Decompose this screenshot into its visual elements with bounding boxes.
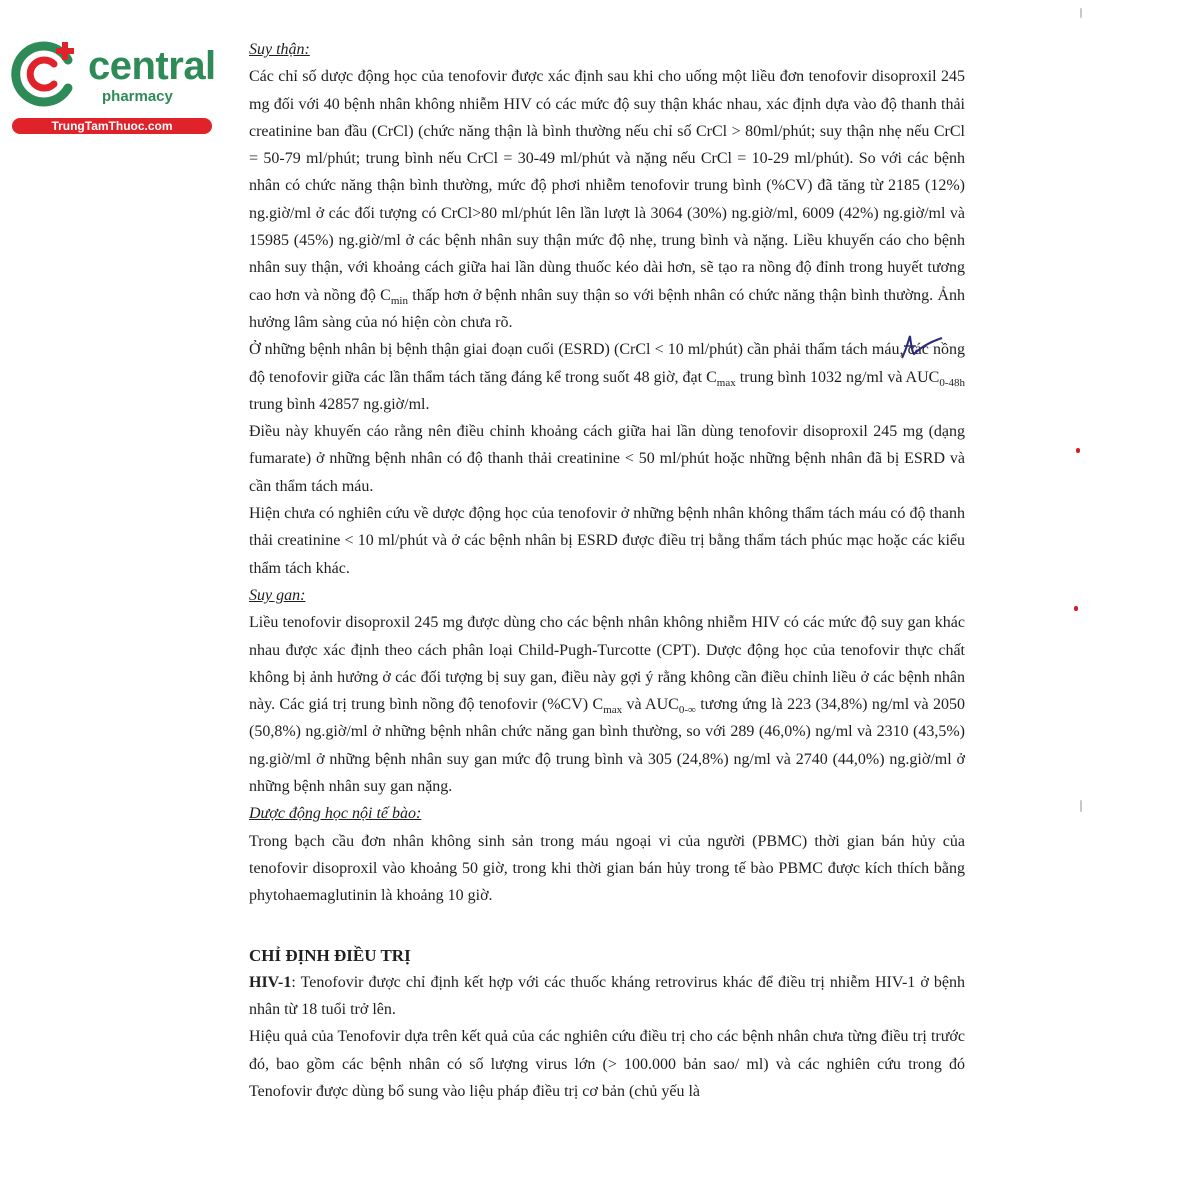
text-run: Ở những bệnh nhân bị bệnh thận giai đoạn cuối (ESRD) (CrCl < 10 ml/phút) cần phải thẩm tách máu, các nồng độ tenofovir giữa các lần thẩm tách tăng đáng kể trong suốt 48 giờ, đạt C [249, 341, 965, 386]
brand-name: central [88, 44, 216, 88]
scan-mark [1074, 606, 1078, 611]
text-run: trung bình 1032 ng/ml và AUC [735, 368, 940, 386]
section-title-chi-dinh: CHỈ ĐỊNH ĐIỀU TRỊ [249, 945, 411, 965]
text-run: và AUC [622, 696, 679, 714]
text-run: : Tenofovir được chỉ định kết hợp với các thuốc kháng retrovirus khác để điều trị nhiễm HIV-1 ở bệnh nhân từ 18 tuổi trở lên. [249, 973, 965, 1019]
text-run: Liều tenofovir disoproxil 245 mg được dùng cho các bệnh nhân không nhiễm HIV có các mức độ suy gan khác nhau được xác định theo cách phân loại Child-Pugh-Turcotte (CPT). Dược động học của tenofovir thực chất không bị ảnh hưởng ở các đối tượng bị suy gan, điều này gợi ý rằng không cần điều chỉnh liều ở các bệnh nhân này. Các giá trị trung bình nồng độ tenofovir (%CV) C [249, 614, 965, 714]
text-run: Các chỉ số dược động học của tenofovir được xác định sau khi cho uống một liều đơn tenofovir disoproxil 245 mg đối với 40 bệnh nhân không nhiễm HIV có các mức độ suy thận khác nhau, xác định dựa vào độ thanh thải creatinine ban đầu (CrCl) (chức năng thận là bình thường nếu chỉ số CrCl > 80ml/phút; suy thận nhẹ nếu CrCl = 50-79 ml/phút; trung bình nếu CrCl = 30-49 ml/phút và nặng nếu CrCl = 10-29 ml/phút). So với các bệnh nhân có chức năng thận bình thường, mức độ phơi nhiễm tenofovir trung bình (%CV) đã tăng từ 2185 (12%) ng.giờ/ml ở các đối tượng có CrCl>80 ml/phút lên lần lượt là 3064 (30%) ng.giờ/ml, 6009 (42%) ng.giờ/ml và 15985 (45%) ng.giờ/ml ở các bệnh nhân suy thận mức độ nhẹ, trung bình và nặng. Liều khuyến cáo cho bệnh nhân suy thận, với khoảng cách giữa hai lần dùng thuốc kéo dài hơn, sẽ tạo ra nồng độ đỉnh trong huyết tương cao hơn và nồng độ C [249, 68, 965, 304]
signature-mark [898, 332, 946, 362]
subscript: 0-∞ [678, 704, 696, 717]
subscript: min [390, 294, 408, 307]
section-heading-noi-te-bao: Dược động học nội tế bào: [249, 805, 422, 823]
section-heading-suy-than: Suy thận: [249, 41, 310, 58]
subscript: max [716, 376, 736, 389]
paragraph: Điều này khuyến cáo rằng nên điều chỉnh khoảng cách giữa hai lần dùng tenofovir disoproxil 245 mg (dạng fumarate) ở những bệnh nhân có độ thanh thải creatinine < 50 ml/phút hoặc những bệnh nhân đã bị ESRD và cần thẩm tách máu. [249, 423, 965, 495]
subscript: 0-48h [939, 376, 965, 389]
scan-mark [1076, 448, 1080, 453]
paragraph: Trong bạch cầu đơn nhân không sinh sản trong máu ngoại vi của người (PBMC) thời gian bán hủy của tenofovir disoproxil vào khoảng 50 giờ, trong khi thời gian bán hủy trong tế bào PBMC được kích thích bằng phytohaemaglutinin là khoảng 10 giờ. [249, 832, 965, 905]
subscript: max [603, 704, 623, 717]
paragraph: Hiệu quả của Tenofovir dựa trên kết quả của các nghiên cứu điều trị cho các bệnh nhân chưa từng điều trị trước đó, bao gồm các bệnh nhân có số lượng virus lớn (> 100.000 bản sao/ ml) và các nghiên cứu trong đó Tenofovir được dùng bổ sung vào liệu pháp điều trị cơ bản (chủ yếu là [249, 1028, 965, 1100]
text-run: thấp hơn ở bệnh nhân suy thận so với bệnh nhân có chức năng thận bình thường. Ảnh hưởng lâm sàng của nó hiện còn chưa rõ. [249, 286, 966, 331]
scan-mark [1080, 800, 1082, 812]
text-run: tương ứng là 223 (34,8%) ng/ml và 2050 (50,8%) ng.giờ/ml ở những bệnh nhân chức năng gan bình thường, so với 289 (46,0%) ng/ml và 2310 (43,5%) ng.giờ/ml ở những bệnh nhân suy gan mức độ trung bình và 305 (24,8%) ng/ml và 2740 (44,0%) ng.giờ/ml ở những bệnh nhân suy gan nặng. [249, 696, 966, 796]
paragraph [249, 336, 965, 418]
paragraph [249, 63, 965, 336]
section-heading-suy-gan: Suy gan: [249, 586, 306, 604]
brand-url-badge: TrungTamThuoc.com [12, 118, 212, 134]
brand-subtitle: pharmacy [102, 88, 173, 105]
text-run: trung bình 42857 ng.giờ/ml. [249, 395, 430, 413]
pharmacy-logo-icon [10, 38, 80, 108]
scan-mark [1080, 8, 1082, 18]
section-gap [249, 910, 965, 942]
document-body [249, 36, 965, 1105]
pharmacy-logo[interactable] [10, 38, 220, 138]
lead-term: HIV-1 [249, 973, 292, 991]
paragraph [249, 969, 965, 1024]
paragraph: Hiện chưa có nghiên cứu về dược động học của tenofovir ở những bệnh nhân không thẩm tách máu có độ thanh thải creatinine < 10 ml/phút và ở các bệnh nhân bị ESRD được điều trị bằng thẩm tách phúc mạc hoặc các kiểu thẩm tách khác. [249, 505, 965, 577]
paragraph [249, 609, 965, 800]
